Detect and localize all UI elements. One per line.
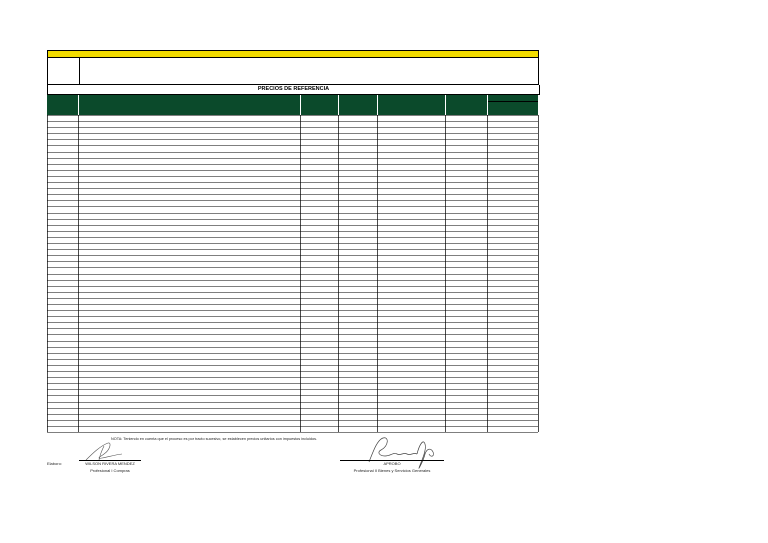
header-cell <box>78 57 539 85</box>
elaboro-role: Profesional I Compras <box>90 468 130 473</box>
column-header-price-1 <box>378 95 445 115</box>
column-header-total <box>488 95 538 115</box>
elaboro-signature <box>82 440 132 462</box>
column-header-divider <box>488 101 538 102</box>
elaboro-name: WILSON RIVERA MENDEZ <box>85 461 135 466</box>
column-header-quantity <box>339 95 377 115</box>
column-header-unit <box>301 95 338 115</box>
price-table-grid <box>47 115 539 433</box>
elaboro-label: Elaboro: <box>47 461 62 466</box>
table-grid-lines <box>47 115 539 433</box>
sheet-title: PRECIOS DE REFERENCIA <box>47 85 540 95</box>
column-header-item <box>47 95 78 115</box>
aprobo-role: Profesional II Bienes y Servicios Generales <box>353 468 431 473</box>
footer-note: NOTA: Teniendo en cuenta que el proceso es por tracto sucesivo, se establecen precios unitarios con impuestos incluidos. <box>111 437 318 441</box>
logo-cell <box>47 57 80 85</box>
column-header-description <box>79 95 300 115</box>
column-header-price-2 <box>446 95 487 115</box>
aprobo-name: APROBO <box>383 461 401 466</box>
